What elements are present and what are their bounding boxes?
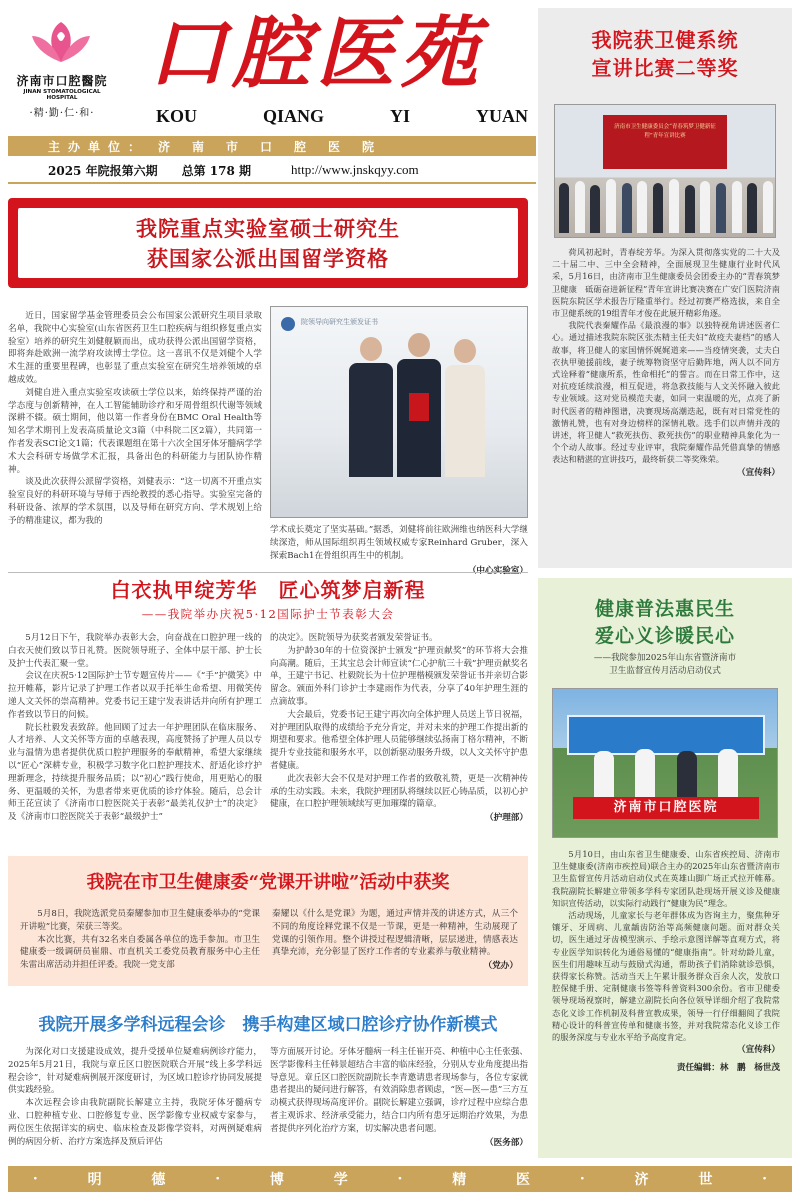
article-paragraph: 此次表彰大会不仅是对护理工作者的致敬礼赞，更是一次精神传承的生动实践。未来，我院护理团队将继续以匠心铸品质，以初心护健康，在口腔护理领域续写更加璀璨的篇章。 [270, 773, 528, 810]
website-link[interactable]: http://www.jnskqyy.com [290, 162, 419, 177]
sponsor-label: 主办单位： [48, 139, 149, 154]
group-people-row [559, 175, 773, 233]
headline-title-line2: 获国家公派出国留学资格 [147, 246, 389, 271]
headline-article-col2 [270, 524, 528, 576]
party-col1 [20, 908, 260, 972]
footer-char: 医 [516, 1172, 531, 1188]
speech-banner-text: 济南市卫生健康委员会“青春筑梦卫健新征程”青年宣讲比赛 [614, 124, 716, 139]
article-paragraph: 5月8日，我院选派党员秦耀参加市卫生健康委举办的“党课开讲啦”比赛，荣获三等奖。 [20, 909, 260, 932]
headline-banner [8, 198, 528, 288]
pinyin-word: QIANG [263, 106, 325, 126]
footer-dot: · [762, 1171, 768, 1187]
person-figure [445, 339, 485, 477]
footer-bar [8, 1166, 792, 1192]
article-paragraph: 谈及此次获得公派留学资格，刘健表示：“这一切离不开重点实验室良好的科研环境与导师于西纶教授的悉心指导。实验室完备的科研设备、浓厚的学术氛围，以及导师在研究方向、学术规划上给予的精准建议，都为我的 [8, 477, 262, 526]
headline-article-col1 [8, 310, 262, 528]
nurses-title: 白衣执甲绽芳华 匠心筑梦启新程 [110, 578, 426, 602]
sponsor-bar [8, 136, 536, 156]
speech-title-line2: 宣讲比赛二等奖 [591, 56, 739, 80]
nurses-col2 [270, 632, 528, 823]
pinyin-word: YI [390, 106, 411, 126]
footer-char: 精 [452, 1172, 467, 1188]
article-paragraph: 会议在庆祝5·12国际护士节专题宣传片——《“手”护微笑》中拉开帷幕，影片记录了护理工作者以双手托举生命希望、用微笑传递人文关怀的崇高精神。党委书记王建宁发表讲话并向所有护理工作者致以节日的问候。 [8, 671, 262, 720]
article-source: （宣传科） [737, 467, 780, 478]
article-paragraph: 5月10日，由山东省卫生健康委、山东省疾控局、济南市卫生健康委(济南市疾控局)联合主办的2025年山东省暨济南市卫生监督宣传月活动启动仪式在英雄山脚广场正式拉开帷幕。我院副院长解建立带领多学科专家团队赴现场开展义诊及健康知识宣传活动，以实际行动践行“健康为民”理念。 [552, 849, 780, 908]
article-paragraph: 的决定》。医院领导为获奖者颁发荣誉证书。 [270, 633, 438, 643]
article-paragraph: 为深化对口支援建设成效，提升受援单位疑难病例诊疗能力，2025年5月21日，我院与章丘区口腔医院联合开展“线上多学科远程会诊”，针对疑难病例展开深度研讨，为区域口腔诊疗协同发展提供实践经验。 [8, 1047, 262, 1096]
law-title [538, 596, 792, 650]
article-paragraph: 5月12日下午，我院举办表彰大会，向奋战在口腔护理一线的白衣天使们致以节日礼赞。医院领导班子、全体中层干部、护士长及护士代表汇聚一堂。 [8, 633, 262, 669]
footer-char: 德 [151, 1172, 166, 1188]
hospital-name-cn: 济南市口腔醫院 [16, 74, 108, 88]
article-paragraph: 学术成长奠定了坚实基础。”据悉，刘健将前往欧洲维也纳医科大学继续深造，师从国际组织再生领域权威专家Reinhard Gruber，深入探索Bach1在骨组织再生中的机制。 [270, 525, 528, 561]
speech-title [538, 26, 792, 82]
photo-caption: 院领导向研究生颁发证书 [301, 318, 378, 326]
footer-dot: · [32, 1171, 38, 1187]
nurses-col1 [8, 632, 262, 824]
remote-col2 [270, 1046, 528, 1148]
masthead [8, 8, 536, 188]
newspaper-title: 口腔医苑 [148, 8, 485, 99]
remote-title: 我院开展多学科远程会诊 携手构建区域口腔诊疗协作新模式 [38, 1015, 498, 1035]
party-col2 [272, 908, 518, 971]
sponsor-name: 济南市口腔医院 [158, 139, 397, 154]
total-issue: 总第 178 期 [181, 163, 251, 178]
speech-section [538, 8, 792, 568]
footer-char: 学 [333, 1172, 348, 1188]
footer-char: 明 [87, 1172, 102, 1188]
masthead-rule [8, 182, 536, 184]
event-people [583, 749, 749, 799]
article-source: （医务部） [485, 1137, 528, 1148]
article-source: （党办） [483, 961, 518, 972]
award-ceremony-photo [270, 306, 528, 518]
speech-stage-banner [603, 115, 727, 169]
footer-dot: · [397, 1171, 403, 1187]
person-figure [397, 333, 441, 477]
speech-group-photo [554, 104, 776, 238]
article-paragraph: 我院代表秦耀作品《最浪漫的事》以独特视角讲述医者仁心。通过描述我院东院区张杰精主任夫妇“故疫夫妻档”的感人故事，将卫健人的家国情怀娓娓道来——当疫情突袭，丈夫白衣执甲驰援前线，妻子统筹物资坚守后勤阵地，两人以不同方式诠释着“健康所系，性命相托”的誓言。而在日常工作中，这对抗疫延续浪漫，相互促进，将急救技能与人文关怀融入彼此专业领域。这对党员模范夫妻，如同一束温暖的光，点亮了新时代医者的精神图谱，决赛现场高潮迭起，既有对日常党性的激情礼赞，也有对身边榜样的深情礼敬。选手们以声情并茂的讲述，将卫健人“救死扶伤、救死扶伤”的职业精神具象化为一个个动人故事。经过专业评审，我院秦耀作品凭借真挚的情感表达和精湛的宣讲技巧，最终斩获二等奖殊荣。 [552, 320, 780, 465]
speech-title-line1: 我院获卫健系统 [591, 28, 739, 52]
issue-number: 2025 年院报第六期 [48, 163, 158, 178]
law-subtitle-line1: ——我院参加2025年山东省暨济南市 [593, 653, 737, 663]
article-paragraph: 近日，国家留学基金管理委员会公布国家公派研究生项目录取名单，我院中心实验室(山东省医药卫生口腔疾病与组织修复重点实验室）培养的研究生刘健舰颖而出，成功获得公派出国留学资格，即将奔赴欧洲一流学府攻读博士学位。这一喜讯不仅是刘健个人学术生涯的重要里程碑，也彰显了重点实验室在研究生培养领域的卓越成效。 [8, 311, 262, 385]
footer-char: 世 [698, 1172, 713, 1188]
title-pinyin [156, 106, 528, 127]
law-subtitle-line2: 卫生监督宣传月活动启动仪式 [609, 666, 721, 676]
issue-info [8, 160, 536, 180]
section-divider [8, 572, 528, 573]
footer-char: 博 [269, 1172, 284, 1188]
article-source: （护理部） [485, 813, 528, 824]
article-paragraph: 秦耀以《什么是党课》为题，通过声情并茂的讲述方式，从三个不同的角度诠释党课不仅是一节课，更是一种精神，生动展现了党课的引领作用。整个讲授过程逻辑清晰，层层递进，情感表达真挚充沛，充分彰显了医疗工作者的专业素养与敬业精神。 [272, 909, 518, 958]
footer-dot: · [579, 1171, 585, 1187]
law-title-line2: 爱心义诊暖民心 [594, 625, 735, 647]
lotus-logo-icon [26, 16, 96, 68]
article-paragraph: 本次比赛，共有32名来自委属各单位的选手参加。市卫生健康委一级调研员崔鼎、市直机关工委党员教育服务中心主任朱雷出席活动并担任评委。我院一党支部 [20, 934, 260, 971]
party-section [8, 856, 528, 986]
responsible-editors: 责任编辑：林 鹏 杨世茂 [676, 1063, 780, 1074]
pinyin-word: YUAN [476, 106, 528, 126]
hospital-logo [14, 16, 110, 119]
law-title-line1: 健康普法惠民生 [594, 598, 735, 620]
law-subtitle [538, 652, 792, 678]
person-figure [349, 337, 393, 477]
article-paragraph: 刘健自进入重点实验室攻读硕士学位以来，始终保持严谨的治学态度与创新精神，在人工智能辅助诊疗和牙周骨组织代谢等领域深耕不辍。硕士期间，他以第一作者身份在BMC Oral Health等知名学术期刊上发表高质量论文3篇（中科院二区2篇），共同第一作者发表SCI论文1篇；代表课题组在第十六次全国牙体牙髓病学学术大会科研专场做学术汇报，具备出色的科研能力与团队协作精神。 [8, 387, 262, 475]
article-paragraph: 本次远程会诊由我院副院长解建立主持，我院牙体牙髓病专业、口腔种植专业、口腔修复专业、医学影像专业权威专家参与，两位医生依据详实的病史、临床检查及影像学资料，对两例疑难病例的病因分析、治疗方案选择及预后评估 [8, 1098, 262, 1147]
article-source [270, 564, 528, 576]
pinyin-word: KOU [156, 106, 198, 126]
party-title: 我院在市卫生健康委“党课开讲啦”活动中获奖 [86, 872, 450, 893]
article-paragraph: 活动现场，儿童家长与老年群体成为咨询主力，聚焦种牙镶牙、牙周病、儿童龋齿防治等高频健康问题。面对群众关切，医生通过牙齿模型演示、手绘示意图详解等直观方式，将专业医学知识转化为通俗易懂的“健康指南”。针对幼龄儿童，医生们用趣味互动与鼓励式沟通，帮助孩子们消除就诊恐惧，获得家长称赞。活动当天上午累计服务群众百余人次，发放口腔保健手册、定制健康书签等科普资料300余份。省市卫健委领导现场视察时，解建立副院长向各位领导详细介绍了我院常态化义诊工作机制及科普宣教成果，领导一行仔细翻阅了我院精心设计的科普宣传单和健康书签，并对我院常态化义诊工作的服务深度与专业水平给予高度肯定。 [552, 910, 780, 1043]
article-paragraph: 院长杜毅发表致辞。他回顾了过去一年护理团队在临床服务、人才培养、人文关怀等方面的卓越表现，高度赞扬了护理人员以专业与温情为患者提供优质口腔护理服务的奉献精神，希望大家继续以“匠心”深耕专业，积极学习数字化口腔护理技术、舒适化诊疗护理新理念，持续提升服务品质；以“初心”践行使命，用更贴心的服务、更温暖的关怀，为患者带来更优质的诊疗体验。随后，总会计师王芘宣读了《济南市口腔医院关于表彰“最美礼仪护士”的决定》及《济南市口腔医院关于表彰“最级护士” [8, 722, 262, 823]
footer-dot: · [215, 1171, 221, 1187]
remote-col1 [8, 1046, 262, 1148]
law-body [552, 848, 780, 1073]
photo-backdrop-logo [281, 317, 295, 331]
article-source: （宣传科） [737, 1045, 780, 1056]
law-section [538, 578, 792, 1158]
article-paragraph: 荷风初起时，青春绽芳华。为深入贯彻落实党的二十大及二十届二中、三中全会精神，全面展现卫生健康行业时代风采，5月16日，由济南市卫生健康委员会团委主办的“青春筑梦卫健康 砥砺奋进新征程”青年宣讲比赛决赛在广安门医院济南医院东院区学术报告厅隆重举行。经过初赛严格选拔，来自全市卫健系统的19组青年才俊在此展开精彩角逐。 [552, 247, 780, 319]
hospital-motto: ·精·勤·仁·和· [29, 108, 95, 119]
article-paragraph: 大会最后，党委书记王建宁再次向全体护理人员送上节日祝福，对护理团队取得的成绩给予充分肯定，并对未来的护理工作提出新的期望和要求。他希望全体护理人员能够继续弘扬南丁格尔精神，不断提升专业技能和服务水平，以创新驱动服务升级，以人文关怀守护患者健康。 [270, 709, 528, 771]
law-event-photo [552, 688, 778, 838]
headline-title-line1: 我院重点实验室硕士研究生 [136, 216, 400, 241]
hospital-banner: 济南市口腔医院 [573, 797, 759, 819]
speech-body [552, 246, 780, 478]
footer-char: 济 [634, 1172, 649, 1188]
article-paragraph: 等方面展开讨论。牙体牙髓病一科主任崔开亮、种植中心主任张强、医学影像科主任韩景超结合丰富的临床经验，分别从专业角度提出指导意见。章丘区口腔医院副院长李青邀请患者现场参与，各位专家就患者提出的疑问进行解答，有效消除患者顾虑，“医—医—患”三方互动模式获得现场高度评价。副院长解建立强调，诊疗过程中应综合患者主观诉求、经济承受能力，结合口内所有患牙远期治疗效果，为患者提供序列化治疗方案，切实解决患者问题。 [270, 1047, 529, 1134]
headline-inner [18, 208, 518, 278]
hospital-name-en: JINAN STOMATOLOGICAL HOSPITAL [23, 89, 101, 101]
article-paragraph: 为护龄30年的十位资深护士颁发“护理贡献奖”的环节将大会推向高潮。随后，王其宝总会计师宣读“仁心护航三十载”护理贡献奖名单，王建宁书记、杜毅院长为十位护理楷模颁发荣誉证书并亲切合影留念。颁面外科门诊护士李建雨作为代表，分享了40年护理生涯的点滴故事。 [270, 645, 529, 707]
nurses-subtitle: ——我院举办庆祝5·12国际护士节表彰大会 [141, 607, 395, 621]
